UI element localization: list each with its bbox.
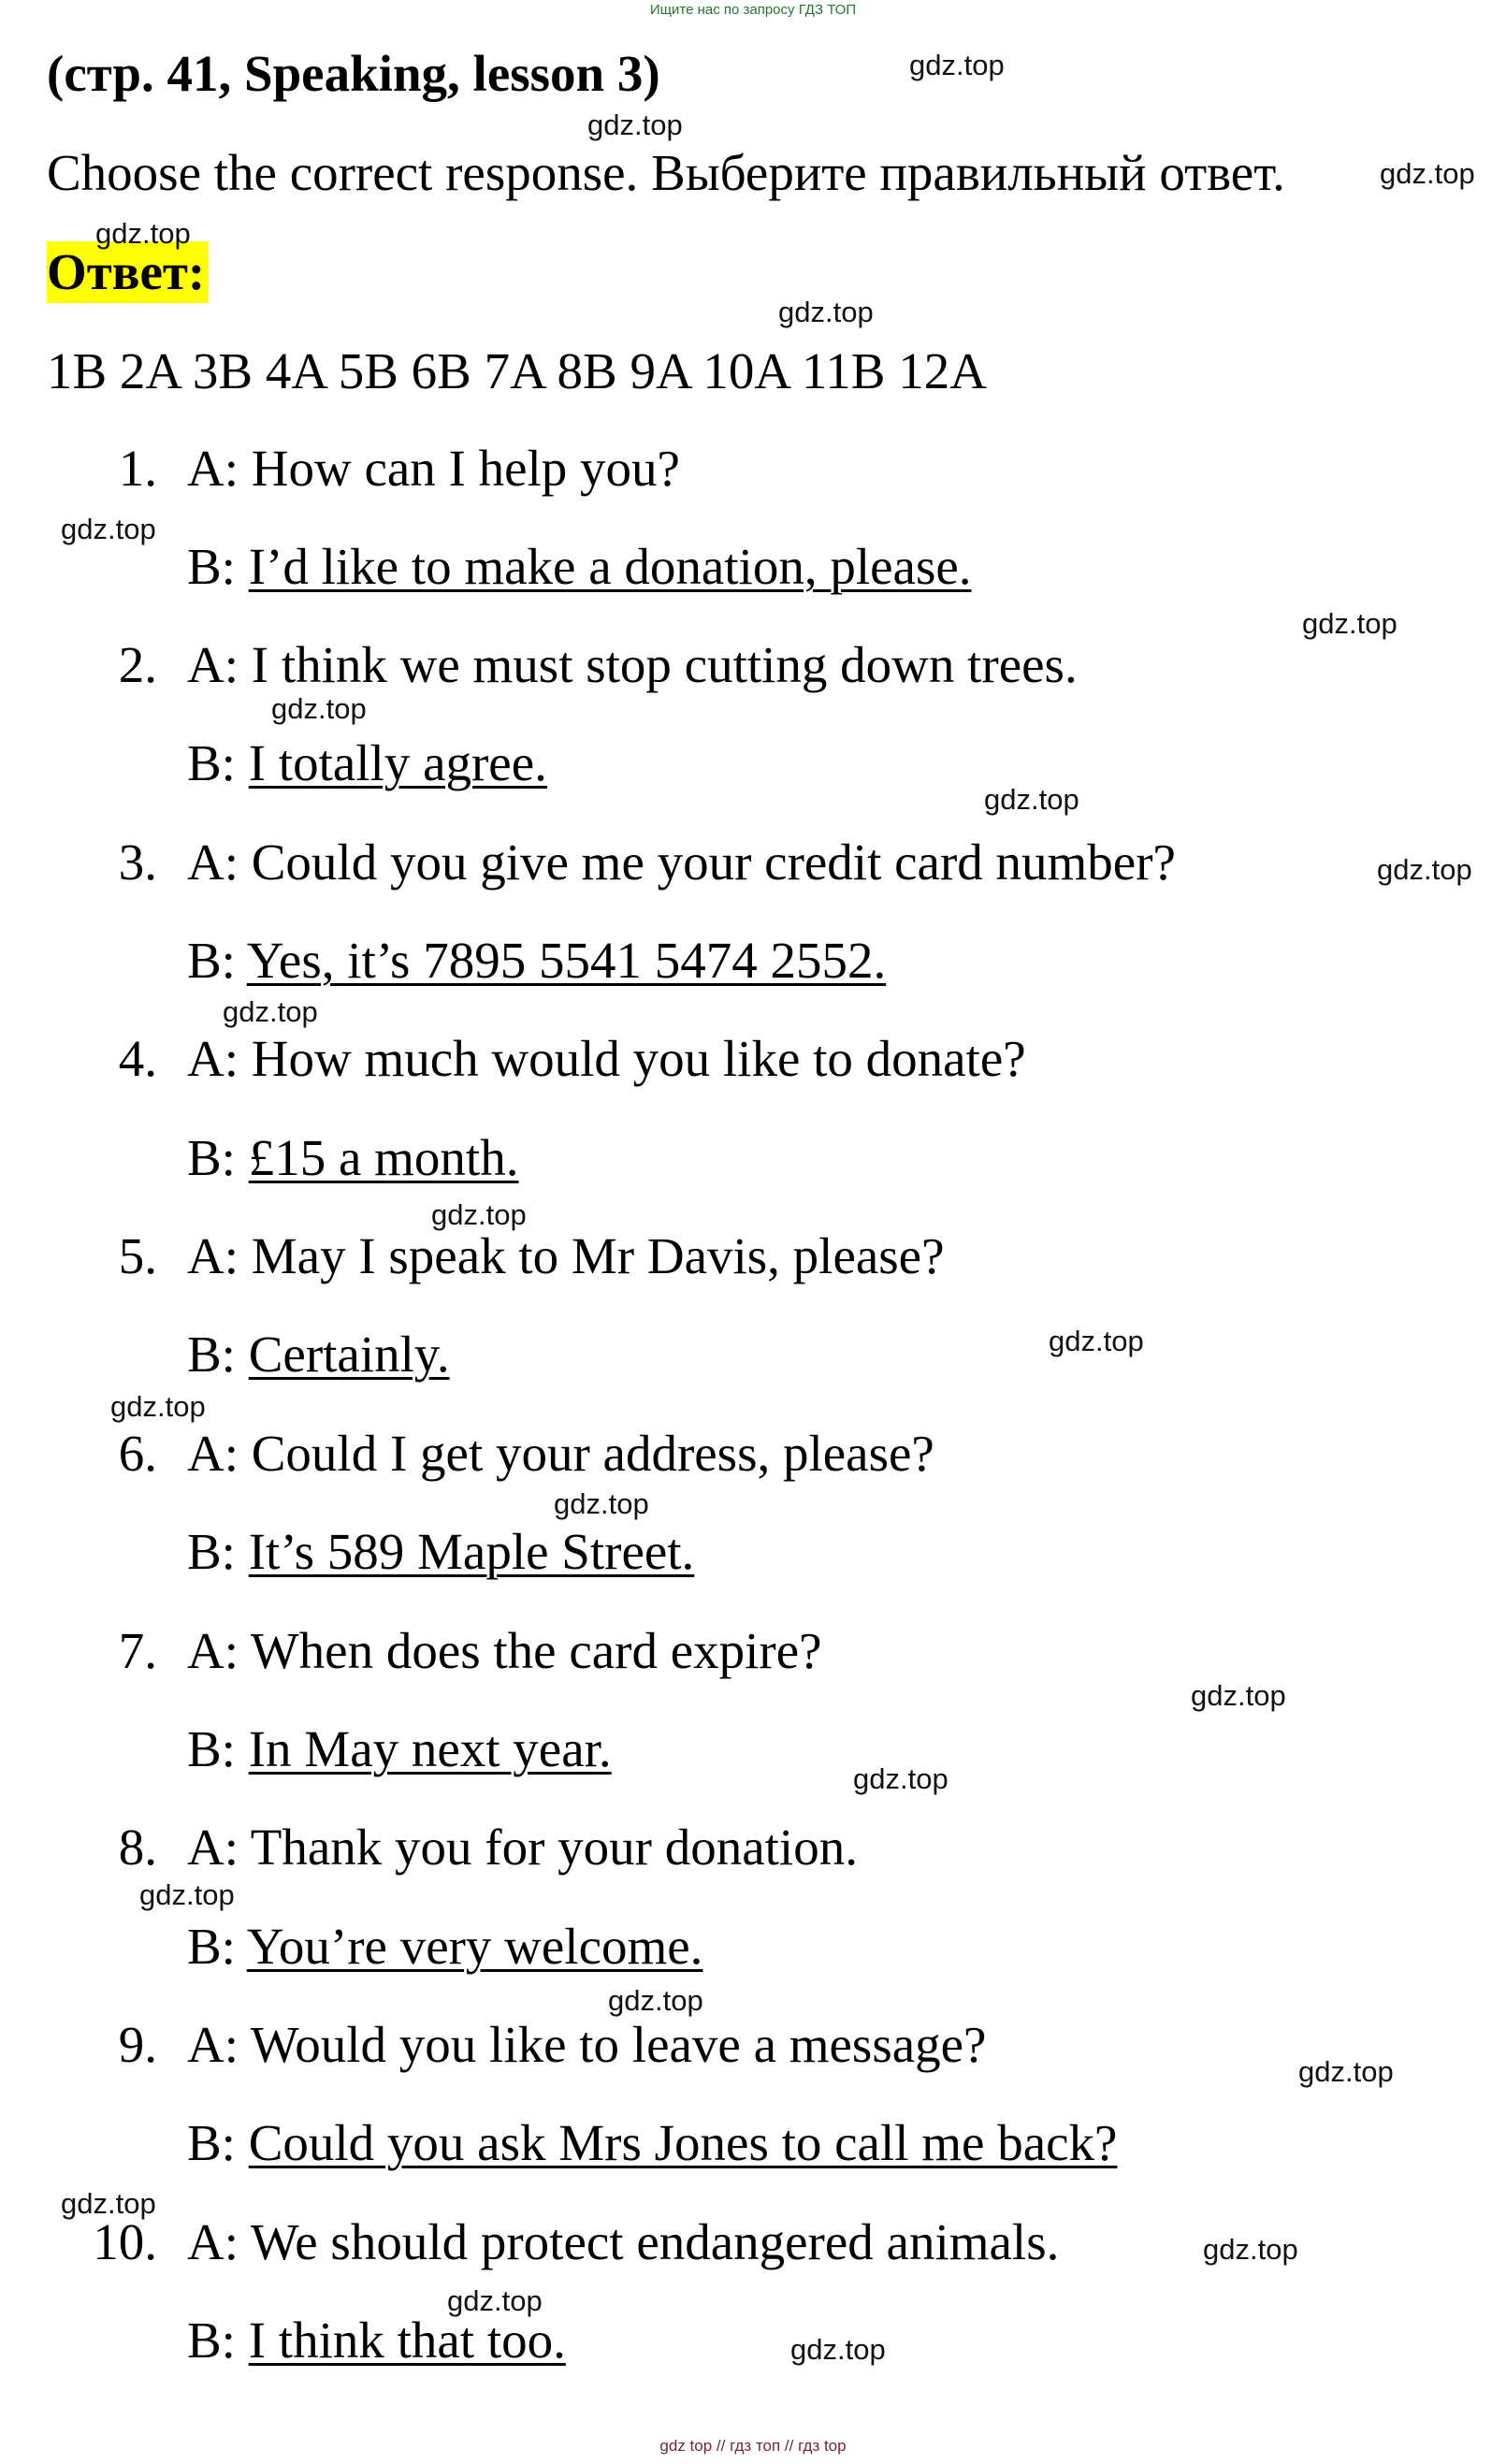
a-text: We should protect endangered animals. (250, 2213, 1060, 2270)
b-response: I think that too. (248, 2312, 566, 2369)
watermark: gdz.top (110, 1390, 206, 1423)
watermark: gdz.top (790, 2333, 886, 2366)
watermark: gdz.top (1377, 853, 1472, 886)
b-prefix: B: (187, 734, 236, 791)
dialogue-a-line (187, 1224, 945, 1289)
a-text: Could I get your address, please? (251, 1425, 934, 1482)
a-prefix: A: (187, 1622, 239, 1679)
dialogue-b-line (187, 1717, 612, 1782)
dialogue-b-line (187, 1519, 694, 1585)
answer-label: Ответ: (47, 241, 209, 303)
a-prefix: A: (187, 833, 239, 891)
watermark: gdz.top (778, 296, 874, 328)
watermark: gdz.top (853, 1762, 948, 1795)
dialogue-a-line (187, 1026, 1026, 1092)
b-prefix: B: (187, 1720, 236, 1777)
dialogue-number: 2. (118, 636, 157, 693)
dialogue-number: 3. (118, 833, 157, 891)
dialogue-a-line (187, 632, 1078, 698)
a-prefix: A: (187, 1030, 239, 1087)
watermark: gdz.top (909, 49, 1005, 81)
watermark: gdz.top (61, 2187, 156, 2220)
watermark: gdz.top (1049, 1325, 1144, 1357)
b-response: £15 a month. (248, 1129, 519, 1186)
a-prefix: A: (187, 2213, 239, 2270)
dialogue-a-line (187, 830, 1176, 895)
dialogue-number: 5. (118, 1227, 157, 1284)
watermark: gdz.top (984, 783, 1079, 816)
a-text: Could you give me your credit card number? (251, 833, 1176, 891)
dialogue-b-line (187, 928, 886, 993)
a-text: Thank you for your donation. (250, 1819, 858, 1876)
a-text: How much would you like to donate? (251, 1030, 1026, 1087)
dialogue-b-line (187, 1914, 702, 1979)
watermark: gdz.top (223, 995, 318, 1028)
dialogue-number: 7. (118, 1622, 157, 1679)
dialogue-a-line (187, 1618, 822, 1684)
answer-key: 1B 2A 3B 4A 5B 6B 7A 8B 9A 10A 11B 12A (47, 342, 987, 399)
watermark: gdz.top (1302, 607, 1397, 640)
watermark: gdz.top (587, 109, 683, 141)
a-text: Would you like to leave a message? (250, 2016, 987, 2073)
top-banner: Ищите нас по запросу ГДЗ ТОП (649, 2, 857, 18)
b-prefix: B: (187, 1326, 236, 1383)
a-prefix: A: (187, 440, 239, 497)
dialogue-a-line (187, 1815, 858, 1880)
b-response: In May next year. (248, 1720, 612, 1777)
watermark: gdz.top (1298, 2055, 1394, 2088)
b-response: You’re very welcome. (246, 1918, 703, 1975)
dialogue-b-line (187, 534, 972, 600)
instruction: Choose the correct response. Выберите правильный ответ. (47, 144, 1285, 201)
footer: gdz top // гдз топ // гдз top (659, 2437, 847, 2455)
b-response: It’s 589 Maple Street. (248, 1523, 695, 1580)
dialogue-b-line (187, 731, 547, 796)
dialogue-number: 1. (118, 440, 157, 497)
dialogue-number: 8. (118, 1819, 157, 1876)
dialogue-b-line (187, 2110, 1117, 2176)
b-prefix: B: (187, 932, 236, 989)
watermark: gdz.top (95, 217, 191, 250)
dialogue-number: 9. (118, 2016, 157, 2073)
dialogue-a-line (187, 2012, 986, 2078)
b-prefix: B: (187, 1523, 236, 1580)
dialogue-number: 10. (93, 2213, 157, 2270)
watermark: gdz.top (608, 1984, 703, 2017)
b-prefix: B: (187, 1129, 236, 1186)
b-response: Yes, it’s 7895 5541 5474 2552. (246, 932, 887, 989)
watermark: gdz.top (139, 1878, 235, 1911)
watermark: gdz.top (61, 513, 156, 545)
b-prefix: B: (187, 2312, 236, 2369)
b-prefix: B: (187, 1918, 236, 1975)
b-response: I totally agree. (248, 734, 547, 791)
b-response: Could you ask Mrs Jones to call me back? (248, 2114, 1118, 2171)
watermark: gdz.top (271, 692, 367, 725)
dialogue-a-line (187, 1421, 934, 1486)
a-text: When does the card expire? (250, 1622, 822, 1679)
dialogue-b-line (187, 1322, 450, 1387)
a-prefix: A: (187, 1227, 239, 1284)
a-text: May I speak to Mr Davis, please? (251, 1227, 945, 1284)
b-response: I’d like to make a donation, please. (248, 538, 972, 595)
a-prefix: A: (187, 1819, 239, 1876)
dialogue-a-line (187, 436, 680, 501)
a-text: How can I help you? (251, 440, 680, 497)
dialogue-number: 6. (118, 1425, 157, 1482)
a-prefix: A: (187, 636, 239, 693)
dialogue-b-line (187, 1125, 518, 1191)
b-prefix: B: (187, 2114, 236, 2171)
a-text: I think we must stop cutting down trees. (251, 636, 1078, 693)
watermark: gdz.top (431, 1198, 527, 1231)
dialogue-a-line (187, 2210, 1059, 2275)
a-prefix: A: (187, 2016, 239, 2073)
watermark: gdz.top (1380, 157, 1475, 190)
a-prefix: A: (187, 1425, 239, 1482)
page-title: (стр. 41, Speaking, lesson 3) (47, 45, 660, 102)
watermark: gdz.top (554, 1487, 649, 1520)
b-response: Certainly. (248, 1326, 450, 1383)
watermark: gdz.top (1191, 1679, 1286, 1712)
watermark: gdz.top (447, 2284, 543, 2317)
b-prefix: B: (187, 538, 236, 595)
dialogue-number: 4. (118, 1030, 157, 1087)
watermark: gdz.top (1203, 2233, 1298, 2266)
